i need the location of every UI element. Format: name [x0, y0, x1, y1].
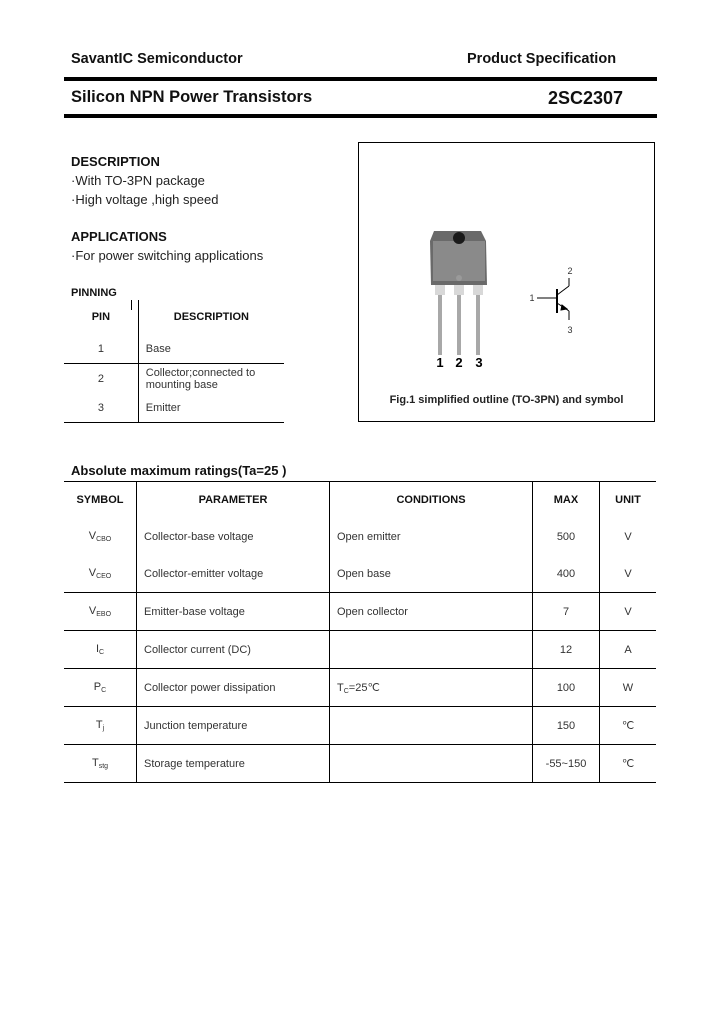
unit-cell: ℃ [600, 707, 657, 745]
symbol-cell: $V_{EBO}$ [64, 593, 137, 631]
pin-description-header: DESCRIPTION [173, 311, 249, 323]
unit-cell: V [600, 593, 657, 631]
svg-text:1: 1 [436, 355, 444, 370]
table-row [64, 555, 656, 593]
pin-table-divider-top [131, 300, 132, 310]
conditions-cell: Open emitter [330, 518, 533, 555]
transistor-figure [359, 143, 654, 421]
applications-item: ·For power switching applications [71, 248, 264, 263]
conditions-cell [330, 631, 533, 669]
conditions-cell: $T_C=25℃$ [330, 669, 533, 707]
max-cell: 400 [533, 555, 600, 593]
pin-number: 2 [64, 364, 138, 395]
parameter-cell: Collector current (DC) [137, 631, 330, 669]
npn-transistor-symbol-icon [537, 278, 569, 320]
parameter-cell: Collector-base voltage [137, 518, 330, 555]
table-row [64, 334, 284, 364]
description-title: DESCRIPTION [71, 154, 160, 169]
parameter-cell: Junction temperature [137, 707, 330, 745]
conditions-header: CONDITIONS [330, 482, 533, 519]
symbol-cell: $V_{CBO}$ [64, 518, 137, 555]
unit-cell: A [600, 631, 657, 669]
company-name: SavantIC Semiconductor [71, 51, 243, 67]
pin-header: PIN [64, 300, 138, 334]
unit-cell: V [624, 530, 632, 543]
conditions-cell: Open base [330, 555, 533, 593]
conditions-cell: Open collector [330, 593, 533, 631]
pin-description: Base [138, 334, 284, 364]
conditions-cell [330, 707, 533, 745]
unit-cell: ℃ [600, 745, 657, 783]
part-number: 2SC2307 [548, 88, 624, 108]
header-rule-bottom [64, 114, 657, 118]
unit-header: UNIT [615, 494, 641, 506]
parameter-header: PARAMETER [137, 482, 330, 519]
figure-caption: Fig.1 simplified outline (TO-3PN) and symbol [389, 394, 624, 406]
ratings-title: Absolute maximum ratings(Ta=25 ) [71, 463, 287, 478]
svg-text:2: 2 [567, 266, 573, 276]
symbol-cell: $V_{CEO}$ [64, 555, 137, 593]
symbol-cell: $T_j$ [64, 707, 137, 745]
parameter-cell: Storage temperature [137, 745, 330, 783]
description-item: ·High voltage ,high speed [71, 192, 219, 207]
table-row [64, 669, 656, 707]
conditions-cell [330, 745, 533, 783]
table-row [64, 745, 656, 783]
table-row [64, 593, 656, 631]
pin-description [138, 364, 284, 395]
table-row [64, 394, 284, 423]
applications-title: APPLICATIONS [71, 229, 167, 244]
max-cell: 7 [533, 593, 600, 631]
max-cell: 500 [533, 518, 600, 555]
pin-number: 1 [64, 334, 138, 364]
pin-description: Emitter [138, 394, 284, 423]
symbol-cell: $P_C$ [64, 669, 137, 707]
table-row [64, 364, 284, 395]
symbol-cell: $T_{stg}$ [64, 745, 137, 783]
pin-description-text: Collector;connected to mounting base [145, 367, 256, 391]
table-row [64, 631, 656, 669]
description-item: ·With TO-3PN package [71, 173, 205, 188]
svg-text:1: 1 [529, 293, 535, 303]
figure-box [358, 142, 655, 422]
pinning-table [64, 300, 284, 423]
symbol-header: SYMBOL [64, 482, 137, 519]
max-cell: 100 [533, 669, 600, 707]
unit-cell: V [600, 555, 657, 593]
header-rule-top [64, 77, 657, 81]
parameter-cell: Emitter-base voltage [137, 593, 330, 631]
symbol-cell: $I_C$ [64, 631, 137, 669]
pin-number: 3 [64, 394, 138, 423]
svg-text:2: 2 [455, 355, 463, 370]
document-type: Product Specification [467, 51, 617, 67]
ratings-table [64, 481, 656, 783]
svg-text:3: 3 [475, 355, 483, 370]
parameter-cell: Collector-emitter voltage [137, 555, 330, 593]
max-cell: -55~150 [533, 745, 600, 783]
max-cell: 12 [533, 631, 600, 669]
svg-text:3: 3 [567, 325, 573, 335]
pinning-title: PINNING [71, 287, 117, 299]
table-row [64, 707, 656, 745]
parameter-cell: Collector power dissipation [137, 669, 330, 707]
max-cell: 150 [533, 707, 600, 745]
max-header: MAX [533, 482, 600, 519]
table-row [64, 518, 656, 555]
product-line: Silicon NPN Power Transistors [71, 88, 313, 106]
unit-cell: W [600, 669, 657, 707]
